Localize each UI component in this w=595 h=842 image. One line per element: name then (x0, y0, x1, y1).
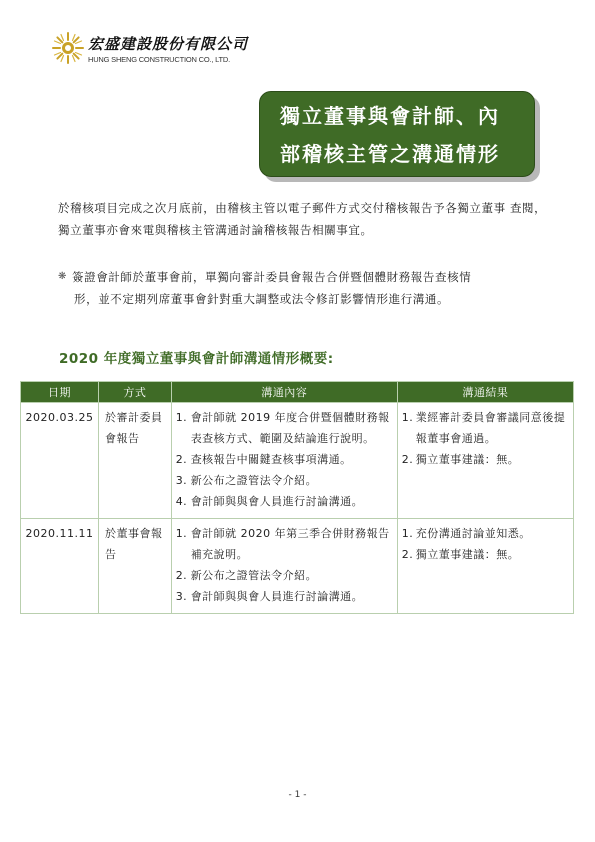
item-text: 會計師就 2019 年度合併暨個體財務報表查核方式、範圍及結論進行說明。 (190, 411, 390, 445)
content-item (176, 407, 393, 449)
item-text: 新公布之證管法令介紹。 (190, 474, 318, 487)
page-title-line-1: 獨立董事與會計師、內 (280, 104, 500, 128)
item-text: 新公布之證管法令介紹。 (190, 569, 318, 582)
item-text: 充份溝通討論並知悉。 (415, 527, 531, 540)
page-title (259, 91, 535, 177)
page-title-line-2: 部稽核主管之溝通情形 (280, 142, 500, 166)
item-text: 會計師就 2020 年第三季合併財務報告補充說明。 (190, 527, 390, 561)
company-name: 宏盛建設股份有限公司 (88, 35, 249, 53)
column-header-content: 溝通內容 (171, 382, 397, 403)
item-number: 1. (175, 527, 188, 540)
intro-paragraph: 於稽核項目完成之次月底前，由稽核主管以電子郵件方式交付稽核報告予各獨立董事 查閱，獨立董事亦會來電與稽核主管溝通討論稽核報告相關事宜。 (58, 201, 547, 237)
result-item (402, 523, 569, 544)
note-line-2: 形，並不定期列席董事會針對重大調整或法令修訂影響情形進行溝通。 (74, 292, 450, 306)
cell-content (171, 519, 397, 614)
cell-result (397, 519, 573, 614)
item-number: 2. (401, 548, 414, 561)
cell-method: 於審計委員會報告 (98, 403, 171, 519)
company-name-english: HUNG SHENG CONSTRUCTION CO., LTD. (88, 55, 231, 64)
item-number: 3. (175, 590, 188, 603)
content-item (176, 586, 393, 607)
item-number: 4. (175, 495, 188, 508)
item-text: 獨立董事建議：無。 (415, 548, 520, 561)
item-text: 會計師與與會人員進行討論溝通。 (190, 590, 364, 603)
result-item (402, 544, 569, 565)
section-title: 2020 年度獨立董事與會計師溝通情形概要: (59, 351, 334, 367)
cell-content (171, 403, 397, 519)
table-row (21, 519, 574, 614)
cell-method: 於董事會報告 (98, 519, 171, 614)
item-text: 業經審計委員會審議同意後提報董事會通過。 (415, 411, 566, 445)
content-item (176, 565, 393, 586)
table-header-row (21, 382, 574, 403)
note-line-1: 簽證會計師於董事會前，單獨向審計委員會報告合併暨個體財務報告查核情 (72, 270, 472, 284)
item-number: 2. (175, 569, 188, 582)
page-number: - 1 - (288, 790, 307, 800)
item-text: 獨立董事建議：無。 (415, 453, 520, 466)
result-item (402, 449, 569, 470)
flower-bullet-icon: ❋ (58, 271, 67, 282)
content-item (176, 523, 393, 565)
item-text: 會計師與與會人員進行討論溝通。 (190, 495, 364, 508)
item-number: 1. (175, 411, 188, 424)
column-header-method: 方式 (98, 382, 171, 403)
item-number: 1. (401, 527, 414, 540)
cell-date: 2020.11.11 (21, 519, 99, 614)
content-item (176, 491, 393, 512)
column-header-date: 日期 (21, 382, 99, 403)
content-item (176, 470, 393, 491)
result-item (402, 407, 569, 449)
table-row (21, 403, 574, 519)
sunburst-logo-icon (51, 31, 85, 65)
cell-result (397, 403, 573, 519)
content-item (176, 449, 393, 470)
column-header-result: 溝通結果 (397, 382, 573, 403)
auditor-note (58, 266, 548, 310)
cell-date: 2020.03.25 (21, 403, 99, 519)
item-number: 3. (175, 474, 188, 487)
item-number: 2. (401, 453, 414, 466)
item-text: 查核報告中關鍵查核事項溝通。 (190, 453, 352, 466)
item-number: 1. (401, 411, 414, 424)
communication-table (20, 381, 574, 614)
item-number: 2. (175, 453, 188, 466)
